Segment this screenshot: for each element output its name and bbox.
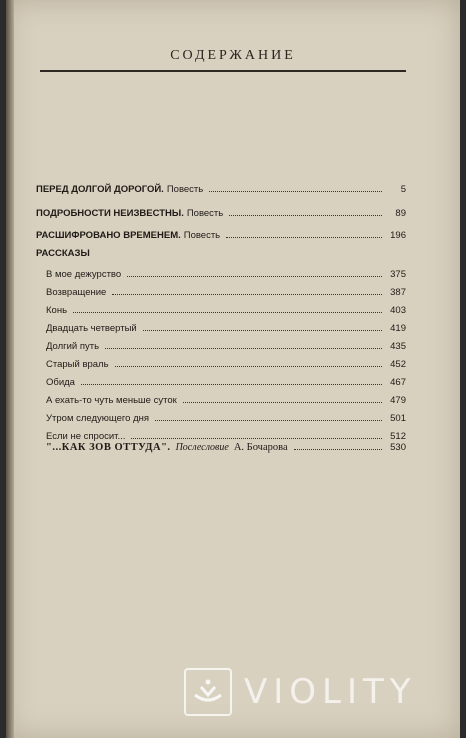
- dot-leader: [183, 402, 382, 403]
- story-title: В мое дежурство: [46, 269, 122, 280]
- toc-story-3: [46, 302, 406, 316]
- toc-story-6: [46, 356, 406, 370]
- dot-leader: [294, 449, 383, 450]
- dot-leader: [127, 276, 382, 277]
- table-of-contents: [6, 0, 460, 500]
- story-title: Обида: [46, 377, 75, 388]
- page-number: 375: [390, 269, 406, 280]
- page-number: 467: [390, 377, 406, 388]
- dot-leader: [143, 330, 382, 331]
- story-title: А ехать-то чуть меньше суток: [46, 395, 177, 406]
- dot-leader: [112, 294, 382, 295]
- entry-title: ПОДРОБНОСТИ НЕИЗВЕСТНЫ.: [36, 208, 184, 219]
- dot-leader: [155, 420, 382, 421]
- afterword-title: "...КАК ЗОВ ОТТУДА".: [46, 442, 171, 453]
- toc-entry-novella-1: [36, 181, 406, 195]
- page-number: 512: [390, 431, 406, 442]
- page-number: 387: [390, 287, 406, 298]
- dot-leader: [209, 191, 382, 192]
- page-number: 530: [390, 442, 406, 453]
- page-number: 5: [400, 184, 406, 195]
- entry-title: РАСШИФРОВАНО ВРЕМЕНЕМ.: [36, 230, 181, 241]
- page-number: 479: [390, 395, 406, 406]
- toc-story-9: [46, 410, 406, 424]
- toc-story-4: [46, 320, 406, 334]
- page-title: СОДЕРЖАНИЕ: [170, 48, 296, 63]
- toc-story-5: [46, 338, 406, 352]
- afterword-kind: Послесловие: [175, 442, 229, 453]
- page-number: 501: [390, 413, 406, 424]
- toc-story-7: [46, 374, 406, 388]
- story-title: Старый враль: [46, 359, 109, 370]
- dot-leader: [229, 215, 382, 216]
- story-title: Если не спросит...: [46, 431, 126, 442]
- page-number: 435: [390, 341, 406, 352]
- page-number: 403: [390, 305, 406, 316]
- afterword-author: А. Бочарова: [233, 442, 288, 453]
- entry-kind: Повесть: [183, 230, 221, 241]
- toc-entry-novella-3: [36, 227, 406, 241]
- toc-afterword: [46, 437, 406, 453]
- book-page: [6, 0, 460, 738]
- story-title: Возвращение: [46, 287, 107, 298]
- section-title-stories: РАССКАЗЫ: [36, 248, 90, 259]
- toc-story-2: [46, 284, 406, 298]
- dot-leader: [115, 366, 382, 367]
- dot-leader: [226, 237, 382, 238]
- page-number: 196: [390, 230, 406, 241]
- dot-leader: [105, 348, 382, 349]
- watermark: [184, 666, 417, 718]
- page-number: 452: [390, 359, 406, 370]
- page-number: 419: [390, 323, 406, 334]
- dot-leader: [73, 312, 382, 313]
- toc-story-1: [46, 266, 406, 280]
- story-title: Двадцать четвертый: [46, 323, 137, 334]
- page-number: 89: [395, 208, 406, 219]
- watermark-text: VIOLITY: [244, 672, 417, 712]
- toc-story-8: [46, 392, 406, 406]
- violity-logo-icon: [184, 668, 232, 716]
- entry-kind: Повесть: [166, 184, 204, 195]
- story-title: Утром следующего дня: [46, 413, 150, 424]
- dot-leader: [81, 384, 382, 385]
- entry-title: ПЕРЕД ДОЛГОЙ ДОРОГОЙ.: [36, 184, 164, 195]
- entry-kind: Повесть: [186, 208, 224, 219]
- story-title: Долгий путь: [46, 341, 100, 352]
- story-title: Конь: [46, 305, 68, 316]
- toc-entry-novella-2: [36, 205, 406, 219]
